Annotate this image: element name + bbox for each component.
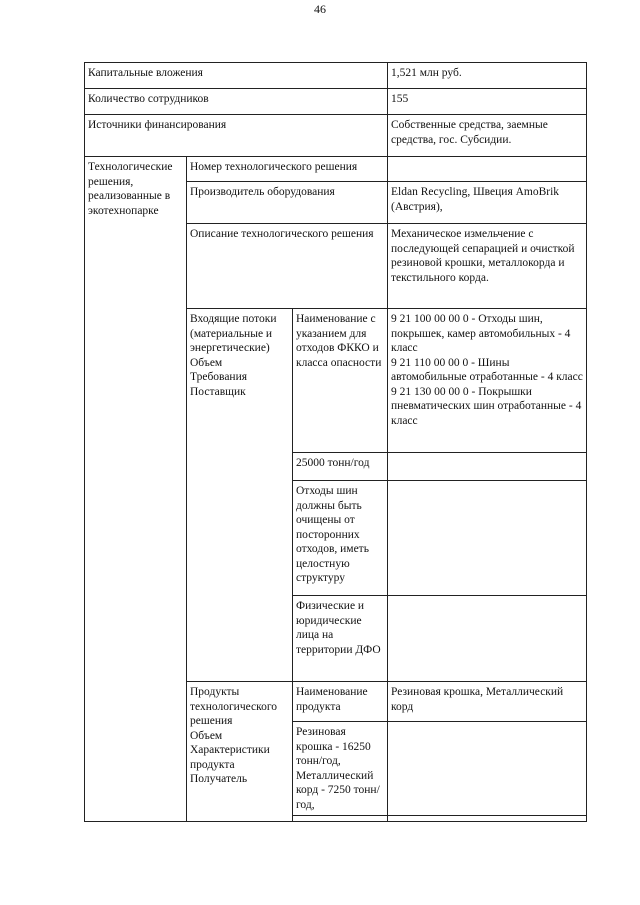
funding-label: Источники финансирования [85,115,388,157]
products-continuation-empty [293,816,388,822]
tech-number-value [388,157,587,182]
funding-value: Собственные средства, заемные средства, гос. Субсидии. [388,115,587,157]
inputs-requirements-empty [388,481,587,596]
inputs-label: Входящие потоки (материальные и энергетические) Объем Требования Поставщик [187,309,293,682]
products-continuation-value-empty [388,816,587,822]
products-volume: Резиновая крошка - 16250 тонн/год, Металлический корд - 7250 тонн/год, [293,722,388,816]
inputs-volume-empty [388,453,587,481]
tech-section-label: Технологические решения, реализованные в экотехнопарке [85,157,187,822]
inputs-requirements: Отходы шин должны быть очищены от посторонних отходов, иметь целостную структуру [293,481,388,596]
capital-value: 1,521 млн руб. [388,63,587,89]
products-label: Продукты технологического решения Объем Характеристики продукта Получатель [187,682,293,822]
manufacturer-value: Eldan Recycling, Швеция AmoBrik (Австрия), [388,182,587,224]
manufacturer-label: Производитель оборудования [187,182,388,224]
description-label: Описание технологического решения [187,224,388,309]
employees-value: 155 [388,89,587,115]
row-tech-number [85,157,587,182]
description-value: Механическое измельчение с последующей сепарацией и очисткой резиновой крошки, металлокорда и текстильного корда. [388,224,587,309]
row-capital [85,63,587,89]
row-employees [85,89,587,115]
capital-label: Капитальные вложения [85,63,388,89]
tech-number-label: Номер технологического решения [187,157,388,182]
inputs-name-value: 9 21 100 00 00 0 - Отходы шин, покрышек, камер автомобильных - 4 класс 9 21 110 00 00 0 - Шины автомобильные отработанные - 4 класс 9 21 130 00 00 0 - Покрышки пневматических шин отработанные - 4 класс [388,309,587,453]
inputs-volume: 25000 тонн/год [293,453,388,481]
inputs-name-label: Наименование с указанием для отходов ФККО и класса опасности [293,309,388,453]
products-name-label: Наименование продукта [293,682,388,722]
products-volume-empty [388,722,587,816]
row-funding [85,115,587,157]
products-name-value: Резиновая крошка, Металлический корд [388,682,587,722]
inputs-supplier-empty [388,596,587,682]
technopark-table [84,62,587,822]
employees-label: Количество сотрудников [85,89,388,115]
page-number: 46 [314,2,326,16]
inputs-supplier: Физические и юридические лица на территории ДФО [293,596,388,682]
